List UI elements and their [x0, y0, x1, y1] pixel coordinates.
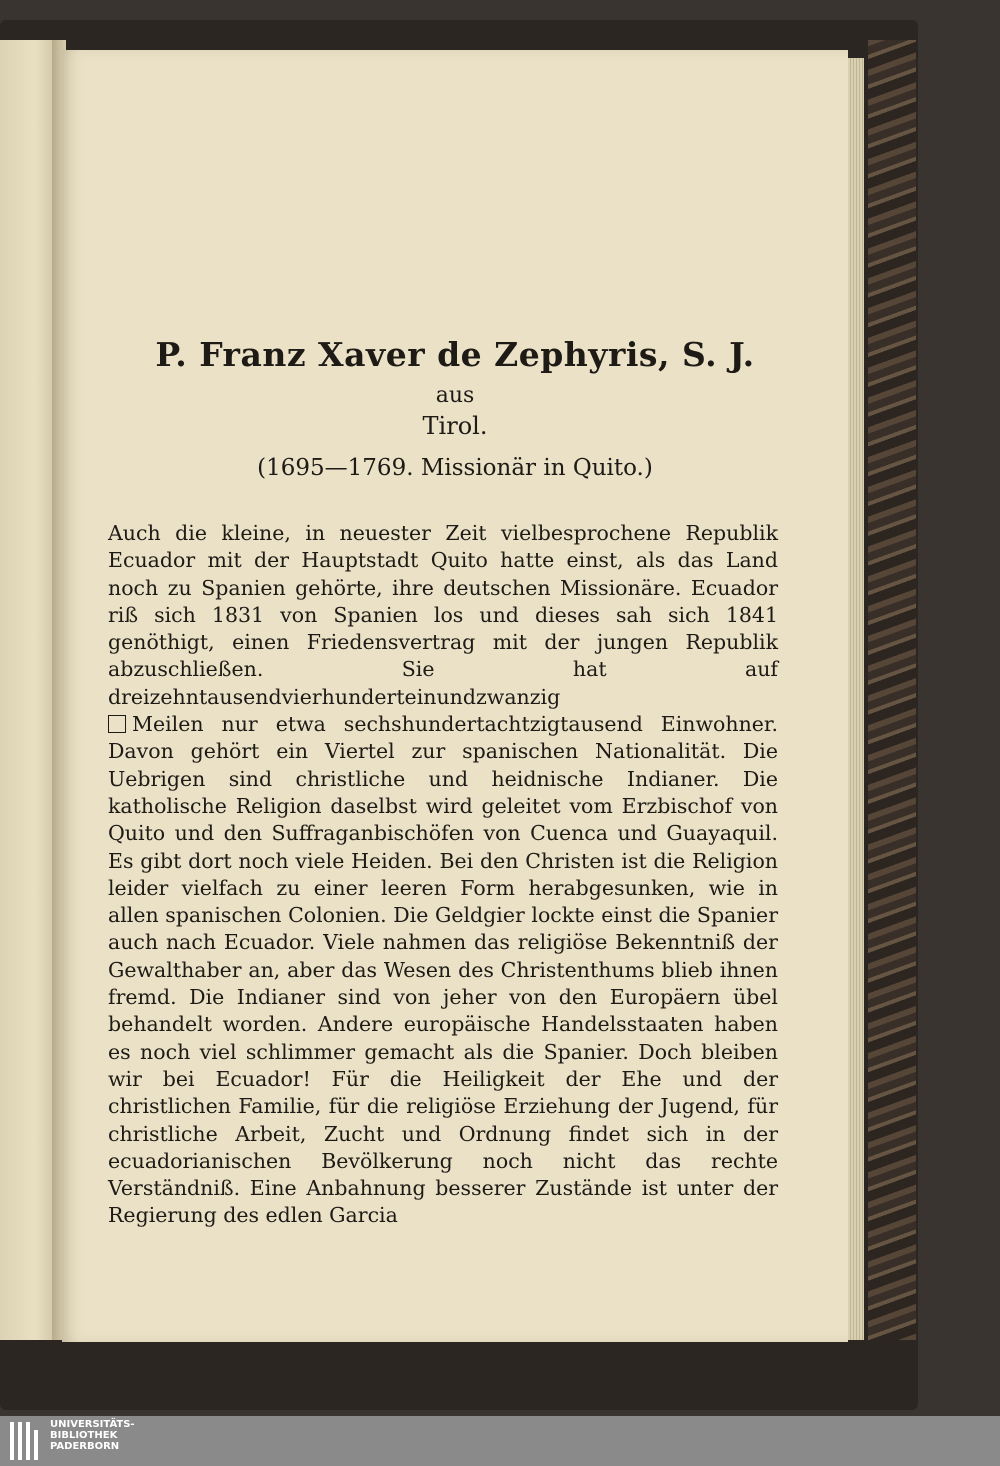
chapter-title: P. Franz Xaver de Zephyris, S. J. — [155, 335, 755, 374]
library-name-line-3: PADERBORN — [50, 1441, 120, 1452]
body-text-part-1: Auch die kleine, in neuester Zeit vielbesprochene Republik Ecuador mit der Hauptstadt Quito hatte einst, als das Land noch zu Spanien gehörte, ihre deutschen Missionäre. Ecuador riß sich 1831 von Spanien los und dieses sah sich 1841 genöthigt, einen Friedensvertrag mit der jungen Republik abzuschließen. Sie hat auf dreizehntausendvierhunderteinundzwanzig — [108, 521, 778, 709]
square-symbol-icon — [108, 715, 126, 733]
marbled-binding — [868, 40, 916, 1340]
body-text-part-2: Meilen nur etwa sechshundertachtzigtausend Einwohner. Davon gehört ein Viertel zur spanischen Nationalität. Die Uebrigen sind christliche und heidnische Indianer. Die katholische Religion daselbst wird geleitet vom Erzbischof von Quito und den Suffraganbischöfen von Cuenca und Guayaquil. Es gibt dort noch viele Heiden. Bei den Christen ist die Religion leider vielfach zu einer leeren Form herabgesunken, wie in allen spanischen Colonien. Die Geldgier lockte einst die Spanier auch nach Ecuador. Viele nahmen das religiöse Bekenntniß der Gewalthaber an, aber das Wesen des Christenthums blieb ihnen fremd. Die Indianer sind von jeher von den Europäern übel behandelt worden. Andere europäische Handelsstaaten haben es noch viel schlimmer gemacht als die Spanier. Doch bleiben wir bei Ecuador! Für die Heiligkeit der Ehe und der christlichen Familie, für die religiöse Erziehung der Jugend, für christliche Arbeit, Zucht und Ordnung findet sich in der ecuadorianischen Bevölkerung noch nicht das rechte Verständniß. Eine Anbahnung besserer Zustände ist unter der Regierung des edlen Garcia — [108, 712, 778, 1228]
origin-place: Tirol. — [422, 412, 488, 440]
library-name — [50, 1419, 135, 1452]
life-dates: (1695—1769. Missionär in Quito.) — [257, 455, 653, 481]
origin-preposition: aus — [435, 383, 475, 408]
book-page — [62, 50, 848, 1342]
left-page-edge — [0, 40, 58, 1340]
library-name-line-1: UNIVERSITÄTS- — [50, 1419, 135, 1430]
library-footer — [0, 1416, 1000, 1466]
library-name-line-2: BIBLIOTHEK — [50, 1430, 118, 1441]
library-logo-icon — [8, 1420, 44, 1462]
body-paragraph — [108, 520, 778, 1230]
